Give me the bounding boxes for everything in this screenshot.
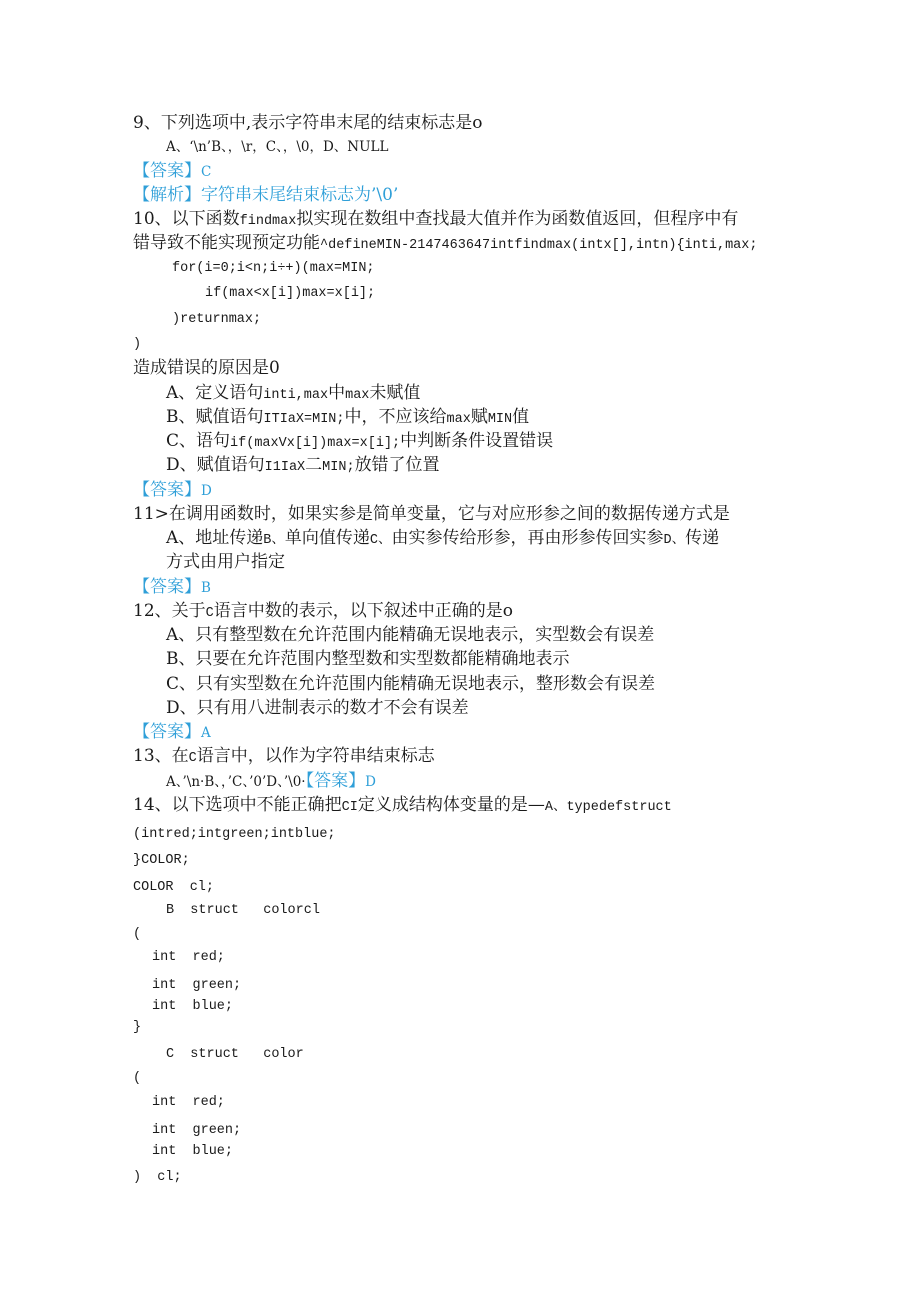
q11-options-line1 <box>166 527 719 552</box>
q12-stem-c: 语言中数的表示，以下叙述中正确的是o <box>213 601 513 621</box>
q14-c-line2: int red; <box>152 1095 225 1110</box>
q10-answer-value: D <box>201 483 212 499</box>
q11-opt-d: 传递 <box>685 528 720 548</box>
q10-b-2: ITIaX=MIN; <box>263 412 345 427</box>
q9-stem <box>133 112 482 134</box>
q10-c-2: if(maxVx[i])max=x[i]; <box>230 436 401 451</box>
q14-b-line3: int green; <box>152 978 242 993</box>
q9-analysis-label: 【解析】 <box>133 185 201 205</box>
q14-stem <box>133 794 672 819</box>
q13-stem-a: 13、在 <box>133 746 189 766</box>
q13-answer-label: 【答案】 <box>305 771 366 791</box>
q10-b-4: max <box>446 412 471 427</box>
q11-opt-c: 由实参传给形参，再由形参传回实参 <box>391 528 664 548</box>
q14-c-line1: ( <box>133 1071 142 1086</box>
q9-answer-label: 【答案】 <box>133 161 201 181</box>
q12-stem-b: C <box>205 606 214 621</box>
q12-stem <box>133 600 513 625</box>
q10-answer <box>133 479 212 502</box>
q10-stem-fn: findmax <box>239 214 297 229</box>
q10-stem-code: ^defineMIN-2147463647intfindmax(intx[],intn){inti,max; <box>320 238 758 253</box>
q10-b-1: B、赋值语句 <box>166 407 264 427</box>
q12-answer <box>133 721 211 744</box>
q10-stem-a: 10、以下函数 <box>133 209 240 229</box>
q10-option-d <box>166 454 440 479</box>
q14-c-line3: int green; <box>152 1123 242 1138</box>
q10-code-line2: if(max<x[i])max=x[i]; <box>205 286 376 301</box>
q10-code-line3: )returnmax; <box>172 312 262 327</box>
q11-answer-value: B <box>201 580 211 596</box>
q10-d-3: 二 <box>305 455 323 475</box>
q10-a-2: inti,max <box>263 388 329 403</box>
q10-a-4: max <box>345 388 370 403</box>
q10-a-3: 中 <box>328 383 346 403</box>
q13-stem <box>133 745 435 770</box>
q10-stem-c: 错导致不能实现预定功能 <box>133 233 320 253</box>
q14-b-line5: } <box>133 1020 142 1035</box>
q9-analysis-text: 字符串末尾结束标志为’\0’ <box>201 185 399 205</box>
q10-d-4: MIN; <box>322 460 355 475</box>
q14-c-line0: C struct color <box>166 1047 304 1062</box>
q10-d-1: D、赋值语句 <box>166 455 265 475</box>
q10-b-7: 值 <box>512 407 530 427</box>
q13-options: A、’\n·B、，’C、’0’D、’\0· <box>166 774 306 790</box>
q14-a-line2: }COLOR; <box>133 853 190 868</box>
q12-stem-a: 12、关于 <box>133 601 206 621</box>
q10-option-b <box>166 406 529 431</box>
q9-analysis <box>133 184 398 206</box>
q10-a-5: 未赋值 <box>369 383 421 403</box>
q14-b-line2: int red; <box>152 950 225 965</box>
q9-stem-text: 9、下列选项中,表示字符串末尾的结束标志是o <box>133 113 483 133</box>
q14-stem-a: 14、以下选项中不能正确把 <box>133 795 342 815</box>
q11-answer <box>133 576 211 599</box>
q10-option-c <box>166 430 553 455</box>
q14-a-line1: (intred;intgreen;intblue; <box>133 827 336 842</box>
q11-opt-c-letter: C、 <box>369 533 392 548</box>
q14-stem-b: CI <box>341 800 358 815</box>
q10-stem-line1 <box>133 208 738 233</box>
q10-d-5: 放错了位置 <box>354 455 440 475</box>
q10-stem-line2 <box>133 232 757 257</box>
q9-options: A、‘\n’B、，\r，C、，\0，D、NULL <box>166 139 389 155</box>
q11-opt-d-letter: D、 <box>663 533 686 548</box>
q10-a-1: A、定义语句 <box>166 383 264 403</box>
q12-option-c: C、只有实型数在允许范围内能精确无误地表示，整形数会有误差 <box>166 674 656 694</box>
q9-answer <box>133 160 211 183</box>
q12-option-a: A、只有整型数在允许范围内能精确无误地表示，实型数会有误差 <box>166 625 655 645</box>
q10-code-line1: for(i=0;i<n;i÷+)(max=MIN; <box>172 261 375 276</box>
q13-stem-c: 语言中，以作为字符串结束标志 <box>196 746 435 766</box>
q14-c-line4: int blue; <box>152 1144 234 1159</box>
q10-b-6: MIN <box>487 412 513 427</box>
q11-options-line2: 方式由用户指定 <box>166 552 285 572</box>
q10-d-2: I1IaX <box>264 460 306 475</box>
q9-answer-value: C <box>201 164 212 180</box>
q12-option-d: D、只有用八进制表示的数才不会有误差 <box>166 698 469 718</box>
q10-cause: 造成错误的原因是0 <box>133 358 280 378</box>
q14-b-line1: ( <box>133 927 142 942</box>
q11-opt-b: 单向值传递 <box>284 528 370 548</box>
q13-answer-value: D <box>365 774 376 790</box>
q13-options-line <box>166 770 376 793</box>
q12-answer-label: 【答案】 <box>133 722 201 742</box>
q14-b-line4: int blue; <box>152 999 234 1014</box>
q10-stem-b: 拟实现在数组中查找最大值并作为函数值返回，但程序中有 <box>296 209 739 229</box>
q10-answer-label: 【答案】 <box>133 480 201 500</box>
q14-c-line5: ) cl; <box>133 1170 182 1185</box>
q11-answer-label: 【答案】 <box>133 577 201 597</box>
q10-c-1: C、语句 <box>166 431 231 451</box>
q11-stem: 11>在调用函数时，如果实参是简单变量，它与对应形参之间的数据传递方式是 <box>133 504 730 524</box>
q11-opt-a: A、地址传递 <box>166 528 264 548</box>
q10-option-a <box>166 382 420 407</box>
q10-c-3: 中判断条件设置错误 <box>400 431 554 451</box>
q11-opt-b-letter: B、 <box>263 533 285 548</box>
q14-stem-d: A、typedefstruct <box>544 800 672 815</box>
q13-stem-b: C <box>188 751 197 766</box>
q14-b-line0: B struct colorcl <box>166 903 320 918</box>
q10-b-5: 赋 <box>470 407 488 427</box>
q12-option-b: B、只要在允许范围内整型数和实型数都能精确地表示 <box>166 649 570 669</box>
q10-code-line4: ) <box>133 337 142 352</box>
q10-b-3: 中，不应该给 <box>344 407 447 427</box>
q12-answer-value: A <box>201 725 211 741</box>
q14-stem-c: 定义成结构体变量的是— <box>357 795 545 815</box>
q14-a-line3: COLOR cl; <box>133 880 215 895</box>
